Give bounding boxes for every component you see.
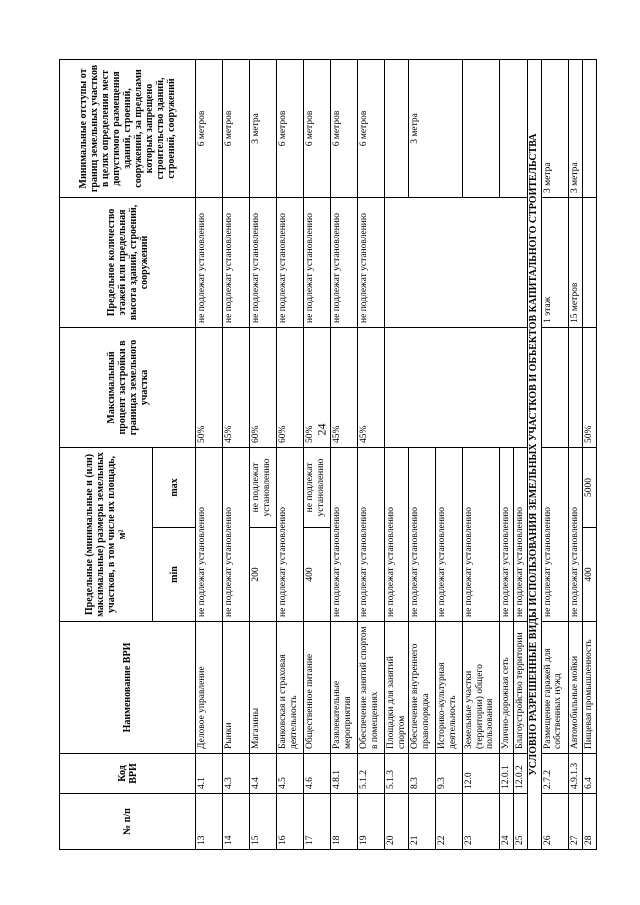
row-name: Банковская и страховая деятельность (277, 622, 304, 754)
row-name: Историко-культурная деятельность (436, 622, 463, 754)
table-row (463, 59, 500, 849)
row-min: 400 (582, 528, 596, 622)
row-size: не подлежат установлению (514, 447, 528, 621)
row-percent: 50% (196, 327, 223, 447)
header-setback: Минимальные отступы от границ земельных участков в целях определения мест допустимого размещения зданий, строений, сооружений, за пределами которых запрещено строительство зданий, строений, сооружений (60, 59, 196, 197)
row-code: 5.1.2 (358, 754, 385, 794)
table-row (568, 59, 582, 849)
table-row (582, 59, 596, 849)
row-size: не подлежат установлению (331, 447, 358, 621)
row-size: не подлежат установлению (196, 447, 223, 621)
row-size: не подлежат установлению (500, 447, 514, 621)
row-code: 4.4 (250, 754, 277, 794)
row-size: не подлежат установлению (436, 447, 463, 621)
header-floors: Предельное количество этажей или предельная высота зданий, строений, сооружений (60, 197, 196, 327)
row-floors: не подлежат установлению (250, 197, 277, 327)
row-setback: 3 метра (250, 59, 277, 197)
row-name: Автомобильные мойки (568, 622, 582, 754)
header-num: № п/п (60, 794, 196, 850)
row-num: 22 (436, 794, 463, 850)
row-percent: 45% (358, 327, 385, 447)
row-num: 28 (582, 794, 596, 850)
row-code: 4.9.1.3 (568, 754, 582, 794)
row-code: 2.7.2 (541, 754, 568, 794)
row-floors: не подлежат установлению (277, 197, 304, 327)
row-code: 4.5 (277, 754, 304, 794)
row-percent: 60% (250, 327, 277, 447)
row-percent: 50% (304, 327, 331, 447)
row-name: Рынки (223, 622, 250, 754)
row-num: 21 (409, 794, 436, 850)
row-setback-empty (582, 59, 596, 197)
row-size: не подлежат установлению (385, 447, 409, 621)
row-code: 8.3 (409, 754, 436, 794)
row-code: 5.1.3 (385, 754, 409, 794)
section-row (528, 59, 542, 849)
table-row (277, 59, 304, 849)
row-code: 12.0.1 (500, 754, 514, 794)
row-setback: 3 метра (568, 59, 582, 197)
row-percent: 45% (223, 327, 250, 447)
row-floors: не подлежат установлению (304, 197, 331, 327)
row-setback: 6 метров (304, 59, 331, 197)
row-code: 4.3 (223, 754, 250, 794)
row-setback-empty (385, 59, 409, 197)
row-percent: 50% (582, 327, 596, 447)
row-floors: 1 этаж (541, 197, 568, 327)
row-code: 6.4 (582, 754, 596, 794)
row-max: не подлежат установлению (304, 447, 331, 527)
rotated-table-container (59, 60, 594, 850)
row-name: Общественное питание (304, 622, 331, 754)
row-setback: 3 метра (409, 59, 463, 197)
row-size: не подлежат установлению (358, 447, 385, 621)
merged-floors-empty (385, 197, 528, 327)
table-row (409, 59, 436, 849)
row-setback: 3 метра (541, 59, 568, 197)
row-setback: 6 метров (358, 59, 385, 197)
table-row (196, 59, 223, 849)
table-row (541, 59, 568, 849)
row-num: 14 (223, 794, 250, 850)
row-floors-empty (582, 197, 596, 327)
row-percent-empty (568, 327, 582, 447)
row-setback: 6 метров (223, 59, 250, 197)
row-num: 23 (463, 794, 500, 850)
row-num: 26 (541, 794, 568, 850)
row-size: не подлежат установлению (541, 447, 568, 621)
row-num: 19 (358, 794, 385, 850)
table-row (250, 59, 277, 849)
row-name: Обеспечение занятий спортом в помещениях (358, 622, 385, 754)
row-num: 25 (514, 794, 528, 850)
row-name: Улично-дорожная сеть (500, 622, 514, 754)
header-code: Код ВРИ (60, 754, 196, 794)
table-row (500, 59, 514, 849)
row-floors: не подлежат установлению (223, 197, 250, 327)
row-size: не подлежат установлению (409, 447, 436, 621)
row-name: Развлекательные мероприятия (331, 622, 358, 754)
row-num: 17 (304, 794, 331, 850)
row-num: 20 (385, 794, 409, 850)
row-floors: 15 метров (568, 197, 582, 327)
row-name: Обеспечение внутреннего правопорядка (409, 622, 436, 754)
row-name: Деловое управление (196, 622, 223, 754)
row-floors: не подлежат установлению (331, 197, 358, 327)
row-min: 400 (304, 528, 331, 622)
table-row (358, 59, 385, 849)
merged-percent-empty (385, 327, 528, 447)
row-name: Площадки для занятий спортом (385, 622, 409, 754)
section-title: УСЛОВНО РАЗРЕШЕННЫЕ ВИДЫ ИСПОЛЬЗОВАНИЯ ЗЕМЕЛЬНЫХ УЧАСТКОВ И ОБЪЕКТОВ КАПИТАЛЬНОГО СТРОИТЕЛЬСТВА (528, 59, 542, 849)
row-code: 4.1 (196, 754, 223, 794)
row-size: не подлежат установлению (277, 447, 304, 621)
row-setback-empty (463, 59, 500, 197)
row-size: не подлежат установлению (463, 447, 500, 621)
row-percent: 45% (331, 327, 358, 447)
row-name: Земельные участки (территории) общего пользования (463, 622, 500, 754)
row-floors: не подлежат установлению (196, 197, 223, 327)
row-setback: 6 метров (196, 59, 223, 197)
row-num: 27 (568, 794, 582, 850)
row-percent: 60% (277, 327, 304, 447)
table-row (385, 59, 409, 849)
row-name: Магазины (250, 622, 277, 754)
row-name: Пищевая промышленность (582, 622, 596, 754)
header-max: max (153, 447, 196, 527)
row-floors: не подлежат установлению (358, 197, 385, 327)
page-number: 24 (314, 423, 329, 436)
row-setback-empty (500, 59, 528, 197)
regulations-table (59, 59, 597, 850)
row-size: не подлежат установлению (568, 447, 582, 621)
row-name: Размещение гаражей для собственных нужд (541, 622, 568, 754)
row-code: 4.8.1 (331, 754, 358, 794)
header-size: Предельные (минимальные и (или) максимальные) размеры земельных участков, в том числе их площадь, м² (60, 447, 153, 621)
table-row (331, 59, 358, 849)
row-code: 4.6 (304, 754, 331, 794)
row-num: 15 (250, 794, 277, 850)
header-name: Наименование ВРИ (60, 622, 196, 754)
row-percent-empty (541, 327, 568, 447)
row-name: Благоустройство территории (514, 622, 528, 754)
header-percent: Максимальный процент застройки в границах земельного участка (60, 327, 196, 447)
table-row (304, 59, 331, 849)
row-size: не подлежат установлению (223, 447, 250, 621)
row-max: 5000 (582, 447, 596, 527)
row-max: не подлежат установлению (250, 447, 277, 527)
row-num: 18 (331, 794, 358, 850)
row-code: 12.0 (463, 754, 500, 794)
row-code: 12.0.2 (514, 754, 528, 794)
row-setback: 6 метров (277, 59, 304, 197)
table-row (223, 59, 250, 849)
row-setback: 6 метров (331, 59, 358, 197)
row-code: 9.3 (436, 754, 463, 794)
header-min: min (153, 528, 196, 622)
row-min: 200 (250, 528, 277, 622)
row-num: 16 (277, 794, 304, 850)
row-num: 24 (500, 794, 514, 850)
row-num: 13 (196, 794, 223, 850)
